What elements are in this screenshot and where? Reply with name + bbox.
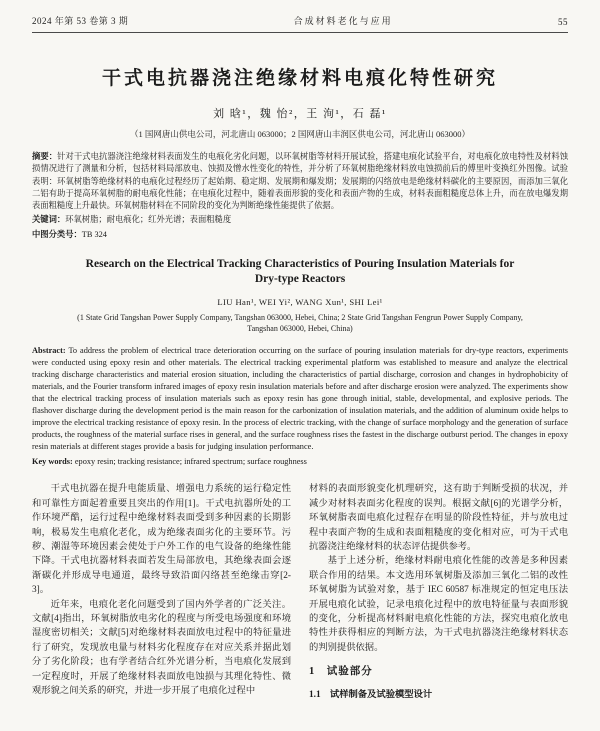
authors-en: LIU Han¹, WEI Yi², WANG Xun¹, SHI Lei¹ <box>217 296 383 307</box>
body-paragraph: 干式电抗器在提升电能质量、增强电力系统的运行稳定性和可靠性方面起着重要且突出的作用[1]。干式电抗器所处的工作环境严酷，运行过程中绝缘材料表面受到多种因素的长期影响，极易发生电痕化老化，成为绝缘表面劣化的主要环节。污秽、潮湿等环境因素会使处于户外工作的电气设备的绝缘性能下降。干式电抗器材料表面若发生局部放电，其绝缘表面会逐渐碳化并形成导电通道，最终导致沿面闪络甚至绝缘击穿[2-3]。 <box>32 484 291 596</box>
authors-cn: 刘 晗¹，魏 怡²，王 洵¹，石 磊¹ <box>213 108 387 120</box>
abstract-en <box>32 345 568 453</box>
body-paragraph: 材料的表面形貌变化机理研究，这有助于判断受损的状况，并减少对材料表面劣化程度的误判。根据文献[6]的光谱学分析，环氧树脂表面电痕化过程存在明显的阶段性特征，并与放电过程中表面产物的生成和表面粗糙度的变化相对应，可为干式电抗器浇注绝缘材料的状态评估提供参考。 <box>309 484 568 553</box>
keywords-cn-label: 关键词： <box>32 215 66 225</box>
paper-title-cn: 干式电抗器浇注绝缘材料电痕化特性研究 <box>101 68 498 89</box>
keywords-en <box>32 456 568 468</box>
body-paragraph: 基于上述分析，绝缘材料耐电痕化性能的改善是多种因素联合作用的结果。本文选用环氧树脂及添加三氧化二铝的改性环氧树脂为试验对象，基于 IEC 60587 标准规定的恒定电压法开展电痕化试验，记录电痕化过程中的放电特征量与表面形貌的变化，分析提高材料耐电痕化性能的方法，探究电痕化放电特性并获得相应的判断方法，为干式电抗器浇注绝缘材料状态的判别提供依据。 <box>309 556 568 653</box>
clc-label: 中图分类号： <box>32 229 82 239</box>
journal-issue: 2024 年第 53 卷第 3 期 <box>32 16 129 26</box>
keywords-en-text: epoxy resin; tracking resistance; infrared spectrum; surface roughness <box>74 457 307 467</box>
abstract-en-text: To address the problem of electrical trace deterioration occurring on the surface of pouring insulation materials for dry-type reactors, experiments were conducted using epoxy resin and other materials. The electrical tracking experimental platform was established to measure and analyze the electrical tracking discharge characteristics and material erosion situation, including the characteristics of partial discharge, corrosion and changes in hydrophobicity of materials, and the Fourier transform infrared images of epoxy resin insulation materials before and after discharge erosion were analyzed. The experiments show that the electrical tracking process of insulation materials such as epoxy resin has gone through initial, stable, developmental, and explosive periods. The flashover discharge during the development period is the main reason for the carbonization of insulation materials, and the addition of aluminum oxide helps to improve the electrical tracking resistance of epoxy resin. In the process of electric tracking, with the change of surface morphology and the generation of surface products, the roughness of the material surface rises in general, and the surface roughness rises the fastest in the discharge outburst period. The changes in epoxy resin materials at different stages provide a basis for judging insulation performance. <box>32 346 568 452</box>
keywords-en-label: Key words: <box>32 457 73 467</box>
clc-number <box>32 229 568 241</box>
keywords-cn-text: 环氧树脂；耐电痕化；红外光谱；表面粗糙度 <box>65 215 232 225</box>
journal-title: 合成材料老化与应用 <box>293 16 393 26</box>
affiliation-en: (1 State Grid Tangshan Power Supply Company, Tangshan 063000, Hebei, China; 2 State Grid Tangshan Fengrun Power Supply Company, Tangshan 063000, Hebei, China) <box>77 312 523 334</box>
clc-text: TB 324 <box>81 229 107 239</box>
abstract-en-label: Abstract: <box>32 346 66 356</box>
abstract-cn-text: 针对干式电抗器浇注绝缘材料表面发生的电痕化劣化问题，以环氧树脂等材料开展试验，搭建电痕化试验平台，对电痕化放电特性及材料蚀损情况进行了测量和分析，包括材料局部放电、蚀损及憎水性变化的特性，并分析了环氧树脂绝缘材料放电蚀损前后的傅里叶变换红外图像。试验表明：环氧树脂等绝缘材料的电痕化过程经历了起始期、稳定期、发展期和爆发期；发展期的闪络放电是绝缘材料碳化的主要原因，而添加三氧化二铝有助于提高环氧树脂的耐电痕化性能；在电痕化过程中，随着表面形貌的变化和表面产物的生成，材料表面粗糙度总体上升，而在放电爆发期表面粗糙度上升最快。环氧树脂材料在不同阶段的变化为判断绝缘性能提供了依据。 <box>32 152 568 211</box>
right-column <box>309 482 568 702</box>
page-header <box>32 14 568 33</box>
body-columns <box>32 482 568 702</box>
left-column <box>32 482 291 702</box>
keywords-cn <box>32 214 568 226</box>
section-heading-1: 1 试验部分 <box>309 666 373 678</box>
section-heading-1-1: 1.1 试样制备及试验模型设计 <box>309 689 433 700</box>
abstract-cn <box>32 151 568 212</box>
abstract-cn-label: 摘要： <box>32 152 58 161</box>
affiliation-cn: （1 国网唐山供电公司，河北唐山 063000；2 国网唐山丰润区供电公司，河北唐山 063000） <box>129 129 470 139</box>
body-paragraph: 近年来，电痕化老化问题受到了国内外学者的广泛关注。文献[4]指出，环氧树脂放电劣化的程度与所受电场强度和环境湿度密切相关；文献[5]对绝缘材料表面放电过程中的特征量进行了研究，发现放电量与材料劣化程度存在对应关系并据此划分了劣化阶段；也有学者结合红外光谱分析，当电痕化发展到一定程度时，开展了绝缘材料表面放电蚀损与其理化特性、微观形貌之间关系的研究，并进一步开展了电痕化过程中 <box>32 599 291 697</box>
page-number: 55 <box>558 17 568 27</box>
paper-title-en: Research on the Electrical Tracking Characteristics of Pouring Insulation Materials for Dry-type Reactors <box>85 257 515 286</box>
